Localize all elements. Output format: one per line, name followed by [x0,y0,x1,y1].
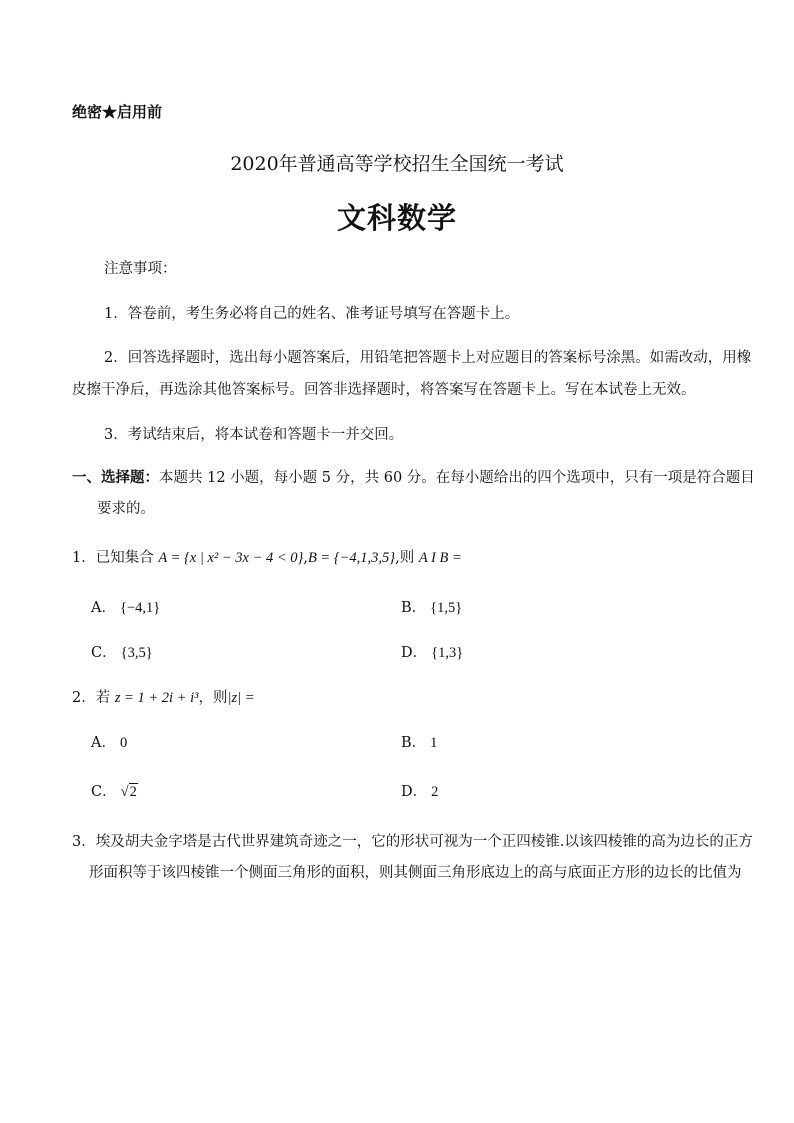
question-3 [72,830,753,851]
option-label: C． [91,645,117,661]
section-one-intro-continued: 要求的。 [97,501,155,517]
question-1-option-a [91,596,160,617]
notice-item-1: 1．答卷前，考生务必将自己的姓名、准考证号填写在答题卡上。 [104,306,520,322]
option-value: {3,5} [120,645,153,661]
sqrt-sign: √ [120,784,129,800]
notice-heading: 注意事项： [104,261,177,277]
question-1 [72,546,462,567]
question-3-line-2: 形面积等于该四棱锥一个侧面三角形的面积，则其侧面三角形底边上的高与底面正方形的边长的比值为 [89,865,742,881]
option-value [121,784,138,800]
question-1-suffix: ,则 [395,550,415,566]
exam-subtitle: 2020年普通高等学校招生全国统一考试 [230,153,564,175]
question-2-expression: z = 1 + 2i + i³ [114,690,199,706]
option-label: B． [401,600,427,616]
question-2-abs: |z| = [227,690,255,706]
option-label: B． [401,735,427,751]
option-value: 1 [430,735,438,751]
question-1-number: 1． [72,550,96,566]
question-2-number: 2． [72,690,96,706]
option-value: {1,5} [430,600,463,616]
option-label: C． [91,784,117,800]
question-1-option-b [401,596,462,617]
option-label: D． [401,645,428,661]
section-one-intro [72,466,755,487]
secret-label: 绝密★启用前 [72,103,163,121]
notice-item-2: 2．回答选择题时，选出每小题答案后，用铅笔把答题卡上对应题目的答案标号涂黑。如需改动，用橡 [104,350,752,366]
question-2-option-c [91,780,138,801]
question-2 [72,686,255,707]
option-value: {1,3} [431,645,464,661]
question-3-line-1: 埃及胡夫金字塔是古代世界建筑奇迹之一，它的形状可视为一个正四棱锥.以该四棱锥的高为边长的正方 [95,834,753,850]
option-value: 0 [119,735,128,751]
question-3-number: 3． [72,834,96,850]
question-2-option-b [401,731,437,752]
question-1-set-a: A = {x | x² − 3x − 4 < 0} [158,550,304,566]
question-2-option-d [401,780,438,801]
question-1-separator: , [303,550,308,566]
exam-title: 文科数学 [336,201,457,235]
option-value: 2 [431,784,439,800]
option-label: A． [91,735,116,751]
option-value: {−4,1} [119,600,161,616]
sqrt-radicand: 2 [129,784,137,800]
option-label: A． [91,600,116,616]
question-2-suffix: ，则 [198,690,228,706]
section-one-label: 一、选择题： [72,469,159,486]
notice-item-2-continued: 皮擦干净后，再选涂其他答案标号。回答非选择题时，将答案写在答题卡上。写在本试卷上无效。 [72,382,696,398]
section-one-text: 本题共 12 小题，每小题 5 分，共 60 分。在每小题给出的四个选项中，只有一项是符合题目 [159,470,755,486]
question-1-option-d [401,641,463,662]
option-label: D． [401,784,428,800]
notice-item-3: 3．考试结束后，将本试卷和答题卡一并交回。 [104,427,404,443]
question-2-option-a [91,731,127,752]
question-1-set-b: B = {−4,1,3,5} [307,550,396,566]
question-1-option-c [91,641,153,662]
question-2-prefix: 若 [95,690,111,706]
question-1-expression: A I B = [418,550,462,566]
question-1-prefix: 已知集合 [95,550,154,566]
